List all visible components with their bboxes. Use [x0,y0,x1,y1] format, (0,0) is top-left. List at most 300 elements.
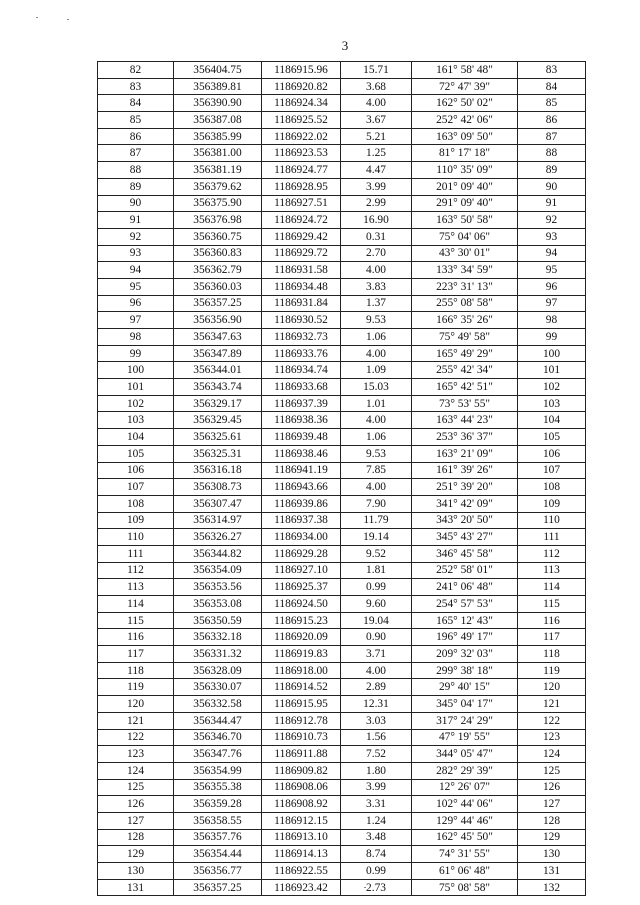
point-number-cell: 110 [98,529,174,546]
next-point-cell: 126 [518,779,586,796]
bearing-cell: 345° 43' 27" [412,529,518,546]
next-point-cell: 85 [518,95,586,112]
point-number-cell: 114 [98,596,174,613]
x-coordinate-cell: 356381.19 [174,162,262,179]
next-point-cell: 99 [518,329,586,346]
bearing-cell: 255° 42' 34" [412,362,518,379]
x-coordinate-cell: 356344.82 [174,545,262,562]
bearing-cell: 343° 20' 50" [412,512,518,529]
x-coordinate-cell: 356332.18 [174,629,262,646]
x-coordinate-cell: 356360.03 [174,278,262,295]
next-point-cell: 128 [518,812,586,829]
next-point-cell: 93 [518,228,586,245]
bearing-cell: 75° 04' 06" [412,228,518,245]
next-point-cell: 116 [518,612,586,629]
bearing-cell: 163° 44' 23" [412,412,518,429]
distance-cell: 4.47 [341,162,412,179]
coordinates-table [97,61,586,896]
x-coordinate-cell: 356389.81 [174,78,262,95]
table-row [98,245,586,262]
point-number-cell: 82 [98,62,174,79]
next-point-cell: 84 [518,78,586,95]
table-row [98,312,586,329]
bearing-cell: 163° 50' 58" [412,212,518,229]
y-coordinate-cell: 1186929.72 [262,245,341,262]
x-coordinate-cell: 356362.79 [174,262,262,279]
bearing-cell: 223° 31' 13" [412,278,518,295]
y-coordinate-cell: 1186934.00 [262,529,341,546]
distance-cell: 5.21 [341,128,412,145]
bearing-cell: 161° 58' 48" [412,62,518,79]
point-number-cell: 112 [98,562,174,579]
y-coordinate-cell: 1186933.68 [262,379,341,396]
next-point-cell: 110 [518,512,586,529]
page-number: 3 [341,38,349,53]
bearing-cell: 344° 05' 47" [412,746,518,763]
next-point-cell: 89 [518,162,586,179]
next-point-cell: 94 [518,245,586,262]
bearing-cell: 254° 57' 53" [412,596,518,613]
bearing-cell: 102° 44' 06" [412,796,518,813]
point-number-cell: 93 [98,245,174,262]
table-row [98,78,586,95]
x-coordinate-cell: 356381.00 [174,145,262,162]
y-coordinate-cell: 1186925.37 [262,579,341,596]
bearing-cell: 299° 38' 18" [412,662,518,679]
distance-cell: 4.00 [341,95,412,112]
point-number-cell: 94 [98,262,174,279]
point-number-cell: 127 [98,812,174,829]
next-point-cell: 103 [518,395,586,412]
x-coordinate-cell: 356354.09 [174,562,262,579]
next-point-cell: 129 [518,829,586,846]
x-coordinate-cell: 356355.38 [174,779,262,796]
point-number-cell: 117 [98,646,174,663]
bearing-cell: 72° 47' 39" [412,78,518,95]
next-point-cell: 127 [518,796,586,813]
bearing-cell: 317° 24' 29" [412,712,518,729]
x-coordinate-cell: 356358.55 [174,812,262,829]
x-coordinate-cell: 356357.25 [174,879,262,896]
x-coordinate-cell: 356357.25 [174,295,262,312]
scan-speck [36,17,38,18]
bearing-cell: 47° 19' 55" [412,729,518,746]
y-coordinate-cell: 1186932.73 [262,329,341,346]
point-number-cell: 109 [98,512,174,529]
distance-cell: 3.31 [341,796,412,813]
scan-speck [67,19,69,20]
x-coordinate-cell: 356404.75 [174,62,262,79]
bearing-cell: 201° 09' 40" [412,178,518,195]
next-point-cell: 120 [518,679,586,696]
table-row [98,529,586,546]
point-number-cell: 89 [98,178,174,195]
table-row [98,145,586,162]
y-coordinate-cell: 1186915.96 [262,62,341,79]
point-number-cell: 100 [98,362,174,379]
point-number-cell: 118 [98,662,174,679]
distance-cell: 8.74 [341,846,412,863]
table-row [98,879,586,896]
point-number-cell: 107 [98,479,174,496]
point-number-cell: 126 [98,796,174,813]
table-row [98,512,586,529]
bearing-cell: 133° 34' 59" [412,262,518,279]
bearing-cell: 61° 06' 48" [412,863,518,880]
bearing-cell: 241° 06' 48" [412,579,518,596]
next-point-cell: 101 [518,362,586,379]
y-coordinate-cell: 1186943.66 [262,479,341,496]
point-number-cell: 104 [98,429,174,446]
table-row [98,846,586,863]
bearing-cell: 165° 12' 43" [412,612,518,629]
point-number-cell: 122 [98,729,174,746]
bearing-cell: 29° 40' 15" [412,679,518,696]
point-number-cell: 108 [98,495,174,512]
next-point-cell: 91 [518,195,586,212]
y-coordinate-cell: 1186912.78 [262,712,341,729]
distance-cell: 3.67 [341,112,412,129]
bearing-cell: 209° 32' 03" [412,646,518,663]
point-number-cell: 90 [98,195,174,212]
x-coordinate-cell: 356356.77 [174,863,262,880]
distance-cell: 19.14 [341,529,412,546]
y-coordinate-cell: 1186912.15 [262,812,341,829]
point-number-cell: 130 [98,863,174,880]
bearing-cell: 252° 58' 01" [412,562,518,579]
point-number-cell: 105 [98,445,174,462]
x-coordinate-cell: 356387.08 [174,112,262,129]
bearing-cell: 255° 08' 58" [412,295,518,312]
point-number-cell: 88 [98,162,174,179]
distance-cell: 9.53 [341,445,412,462]
point-number-cell: 98 [98,329,174,346]
bearing-cell: 163° 21' 09" [412,445,518,462]
next-point-cell: 86 [518,112,586,129]
table-row [98,162,586,179]
distance-cell: 1.56 [341,729,412,746]
distance-cell: 3.48 [341,829,412,846]
y-coordinate-cell: 1186933.76 [262,345,341,362]
distance-cell: 16.90 [341,212,412,229]
distance-cell: 4.00 [341,662,412,679]
table-row [98,863,586,880]
next-point-cell: 109 [518,495,586,512]
next-point-cell: 132 [518,879,586,896]
y-coordinate-cell: 1186931.58 [262,262,341,279]
table-row [98,812,586,829]
bearing-cell: 162° 50' 02" [412,95,518,112]
point-number-cell: 116 [98,629,174,646]
distance-cell: 2.73 [341,879,412,896]
y-coordinate-cell: 1186909.82 [262,762,341,779]
next-point-cell: 108 [518,479,586,496]
table-row [98,545,586,562]
table-row [98,195,586,212]
x-coordinate-cell: 356347.89 [174,345,262,362]
distance-cell: 2.70 [341,245,412,262]
x-coordinate-cell: 356346.70 [174,729,262,746]
distance-cell: 15.03 [341,379,412,396]
point-number-cell: 119 [98,679,174,696]
bearing-cell: 161° 39' 26" [412,462,518,479]
y-coordinate-cell: 1186920.09 [262,629,341,646]
y-coordinate-cell: 1186930.52 [262,312,341,329]
table-row [98,495,586,512]
next-point-cell: 112 [518,545,586,562]
y-coordinate-cell: 1186915.95 [262,696,341,713]
distance-cell: 3.03 [341,712,412,729]
y-coordinate-cell: 1186939.86 [262,495,341,512]
point-number-cell: 97 [98,312,174,329]
table-row [98,596,586,613]
y-coordinate-cell: 1186913.10 [262,829,341,846]
x-coordinate-cell: 356347.63 [174,329,262,346]
y-coordinate-cell: 1186924.50 [262,596,341,613]
x-coordinate-cell: 356375.90 [174,195,262,212]
distance-cell: 1.37 [341,295,412,312]
y-coordinate-cell: 1186914.13 [262,846,341,863]
point-number-cell: 131 [98,879,174,896]
y-coordinate-cell: 1186929.42 [262,228,341,245]
bearing-cell: 282° 29' 39" [412,762,518,779]
table-row [98,762,586,779]
table-row [98,345,586,362]
y-coordinate-cell: 1186939.48 [262,429,341,446]
y-coordinate-cell: 1186919.83 [262,646,341,663]
bearing-cell: 196° 49' 17" [412,629,518,646]
y-coordinate-cell: 1186941.19 [262,462,341,479]
y-coordinate-cell: 1186934.48 [262,278,341,295]
x-coordinate-cell: 356376.98 [174,212,262,229]
table-row [98,178,586,195]
distance-cell: 19.04 [341,612,412,629]
y-coordinate-cell: 1186908.06 [262,779,341,796]
point-number-cell: 103 [98,412,174,429]
y-coordinate-cell: 1186934.74 [262,362,341,379]
x-coordinate-cell: 356331.32 [174,646,262,663]
table-row [98,746,586,763]
x-coordinate-cell: 356359.28 [174,796,262,813]
bearing-cell: 166° 35' 26" [412,312,518,329]
distance-cell: 3.71 [341,646,412,663]
table-row [98,796,586,813]
y-coordinate-cell: 1186908.92 [262,796,341,813]
y-coordinate-cell: 1186915.23 [262,612,341,629]
coordinates-table-body [98,62,586,896]
next-point-cell: 98 [518,312,586,329]
next-point-cell: 125 [518,762,586,779]
bearing-cell: 163° 09' 50" [412,128,518,145]
bearing-cell: 291° 09' 40" [412,195,518,212]
bearing-cell: 75° 49' 58" [412,329,518,346]
next-point-cell: 119 [518,662,586,679]
bearing-cell: 12° 26' 07" [412,779,518,796]
x-coordinate-cell: 356356.90 [174,312,262,329]
point-number-cell: 91 [98,212,174,229]
point-number-cell: 129 [98,846,174,863]
next-point-cell: 96 [518,278,586,295]
table-row [98,295,586,312]
y-coordinate-cell: 1186910.73 [262,729,341,746]
bearing-cell: 74° 31' 55" [412,846,518,863]
x-coordinate-cell: 356329.17 [174,395,262,412]
x-coordinate-cell: 356350.59 [174,612,262,629]
point-number-cell: 120 [98,696,174,713]
distance-cell: 3.68 [341,78,412,95]
distance-cell: 3.99 [341,779,412,796]
table-row [98,95,586,112]
table-row [98,479,586,496]
x-coordinate-cell: 356325.31 [174,445,262,462]
next-point-cell: 90 [518,178,586,195]
point-number-cell: 101 [98,379,174,396]
x-coordinate-cell: 356328.09 [174,662,262,679]
bearing-cell: 341° 42' 09" [412,495,518,512]
point-number-cell: 92 [98,228,174,245]
y-coordinate-cell: 1186920.82 [262,78,341,95]
table-row [98,262,586,279]
table-row [98,612,586,629]
y-coordinate-cell: 1186924.72 [262,212,341,229]
point-number-cell: 121 [98,712,174,729]
next-point-cell: 124 [518,746,586,763]
table-row [98,278,586,295]
y-coordinate-cell: 1186923.53 [262,145,341,162]
distance-cell: 3.99 [341,178,412,195]
distance-cell: 1.01 [341,395,412,412]
distance-cell: 4.00 [341,345,412,362]
point-number-cell: 99 [98,345,174,362]
table-row [98,712,586,729]
distance-cell: 1.80 [341,762,412,779]
bearing-cell: 165° 42' 51" [412,379,518,396]
table-row [98,579,586,596]
next-point-cell: 100 [518,345,586,362]
distance-cell: 0.99 [341,863,412,880]
table-row [98,329,586,346]
y-coordinate-cell: 1186925.52 [262,112,341,129]
point-number-cell: 111 [98,545,174,562]
next-point-cell: 117 [518,629,586,646]
x-coordinate-cell: 356343.74 [174,379,262,396]
next-point-cell: 107 [518,462,586,479]
x-coordinate-cell: 356326.27 [174,529,262,546]
table-row [98,646,586,663]
x-coordinate-cell: 356357.76 [174,829,262,846]
distance-cell: 15.71 [341,62,412,79]
point-number-cell: 85 [98,112,174,129]
bearing-cell: 345° 04' 17" [412,696,518,713]
next-point-cell: 121 [518,696,586,713]
point-number-cell: 83 [98,78,174,95]
point-number-cell: 95 [98,278,174,295]
x-coordinate-cell: 356353.08 [174,596,262,613]
bearing-cell: 165° 49' 29" [412,345,518,362]
distance-cell: 1.24 [341,812,412,829]
table-row [98,112,586,129]
y-coordinate-cell: 1186938.46 [262,445,341,462]
x-coordinate-cell: 356307.47 [174,495,262,512]
distance-cell: 3.83 [341,278,412,295]
y-coordinate-cell: 1186924.34 [262,95,341,112]
x-coordinate-cell: 356354.99 [174,762,262,779]
table-row [98,729,586,746]
distance-cell: 2.99 [341,195,412,212]
y-coordinate-cell: 1186918.00 [262,662,341,679]
point-number-cell: 86 [98,128,174,145]
table-row [98,362,586,379]
x-coordinate-cell: 356316.18 [174,462,262,479]
distance-cell: 9.53 [341,312,412,329]
distance-cell: 0.90 [341,629,412,646]
distance-cell: 1.06 [341,429,412,446]
point-number-cell: 102 [98,395,174,412]
y-coordinate-cell: 1186937.39 [262,395,341,412]
x-coordinate-cell: 356344.47 [174,712,262,729]
distance-cell: 1.09 [341,362,412,379]
y-coordinate-cell: 1186914.52 [262,679,341,696]
y-coordinate-cell: 1186911.88 [262,746,341,763]
point-number-cell: 125 [98,779,174,796]
point-number-cell: 128 [98,829,174,846]
table-row [98,779,586,796]
distance-cell: 7.52 [341,746,412,763]
table-row [98,696,586,713]
y-coordinate-cell: 1186931.84 [262,295,341,312]
y-coordinate-cell: 1186922.02 [262,128,341,145]
next-point-cell: 97 [518,295,586,312]
table-row [98,379,586,396]
y-coordinate-cell: 1186938.36 [262,412,341,429]
point-number-cell: 113 [98,579,174,596]
point-number-cell: 123 [98,746,174,763]
next-point-cell: 92 [518,212,586,229]
table-row [98,829,586,846]
table-row [98,429,586,446]
bearing-cell: 129° 44' 46" [412,812,518,829]
distance-cell: 0.31 [341,228,412,245]
x-coordinate-cell: 356390.90 [174,95,262,112]
table-row [98,629,586,646]
distance-cell: 7.90 [341,495,412,512]
bearing-cell: 252° 42' 06" [412,112,518,129]
distance-cell: 4.00 [341,262,412,279]
bearing-cell: 162° 45' 50" [412,829,518,846]
x-coordinate-cell: 356314.97 [174,512,262,529]
next-point-cell: 131 [518,863,586,880]
x-coordinate-cell: 356347.76 [174,746,262,763]
x-coordinate-cell: 356353.56 [174,579,262,596]
distance-cell: 2.89 [341,679,412,696]
x-coordinate-cell: 356329.45 [174,412,262,429]
point-number-cell: 96 [98,295,174,312]
next-point-cell: 118 [518,646,586,663]
next-point-cell: 104 [518,412,586,429]
distance-cell: 1.06 [341,329,412,346]
y-coordinate-cell: 1186927.51 [262,195,341,212]
y-coordinate-cell: 1186929.28 [262,545,341,562]
bearing-cell: 253° 36' 37" [412,429,518,446]
x-coordinate-cell: 356325.61 [174,429,262,446]
next-point-cell: 123 [518,729,586,746]
x-coordinate-cell: 356308.73 [174,479,262,496]
point-number-cell: 87 [98,145,174,162]
x-coordinate-cell: 356360.75 [174,228,262,245]
x-coordinate-cell: 356385.99 [174,128,262,145]
distance-cell: 4.00 [341,412,412,429]
next-point-cell: 105 [518,429,586,446]
